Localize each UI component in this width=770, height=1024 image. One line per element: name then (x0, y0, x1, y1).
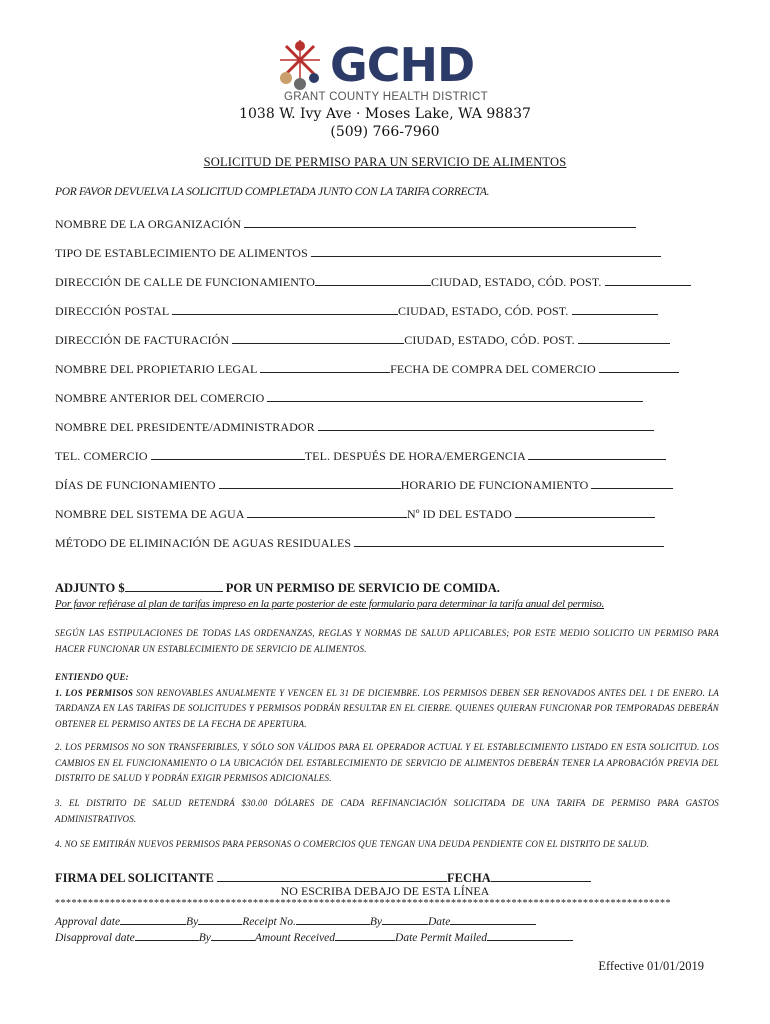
field-row-operating (55, 477, 673, 493)
approval-date-label: Approval date (55, 916, 121, 928)
receipt-no-label: Receipt No. (242, 916, 296, 928)
receipt-by-input[interactable] (382, 913, 428, 925)
purchase-date-label: FECHA DE COMPRA DEL COMERCIO (390, 362, 596, 376)
approval-by-label: By (186, 916, 199, 928)
field-row-phones (55, 448, 666, 464)
business-phone-input[interactable] (151, 448, 305, 460)
org-name-input[interactable] (244, 216, 636, 228)
president-name-label: NOMBRE DEL PRESIDENTE/ADMINISTRADOR (55, 420, 315, 434)
form-intro: POR FAVOR DEVUELVA LA SOLICITUD COMPLETADA JUNTO CON LA TARIFA CORRECTA. (55, 186, 490, 198)
applicant-statement: SEGÚN LAS ESTIPULACIONES DE TODAS LAS ORDENANZAS, REGLAS Y NORMAS DE SALUD APLICABLES; POR ESTE MEDIO SOLICITO UN PERMISO PARA HACER FUNCIONAR UN ESTABLECIMIENTO DE SERVICIO DE ALIMENTOS. (55, 628, 719, 654)
field-row-water (55, 506, 655, 522)
water-system-input[interactable] (247, 506, 407, 518)
legal-owner-input[interactable] (260, 361, 390, 373)
office-date-label: Date (427, 916, 451, 928)
receipt-no-input[interactable] (296, 913, 370, 925)
state-id-input[interactable] (515, 506, 655, 518)
signature-label: FIRMA DEL SOLICITANTE (55, 871, 214, 885)
field-row-president (55, 419, 654, 435)
office-row-disapproval (55, 929, 573, 944)
street-address-input[interactable] (315, 274, 431, 286)
billing-address-label: DIRECCIÓN DE FACTURACIÓN (55, 333, 230, 347)
understand-section (55, 670, 719, 732)
item-3: 3. EL DISTRITO DE SALUD RETENDRÁ $30.00 DÓLARES DE CADA REFINANCIACIÓN SOLICITADA DE UNA TARIFA DE PERMISO PARA GASTOS ADMINISTRATIVOS. (55, 798, 719, 824)
do-not-write-notice: NO ESCRIBA DEBAJO DE ESTA LÍNEA (280, 884, 490, 898)
approval-by-input[interactable] (198, 913, 242, 925)
operating-hours-input[interactable] (591, 477, 673, 489)
establishment-type-input[interactable] (311, 245, 661, 257)
city-state-zip-1-input[interactable] (605, 274, 691, 286)
disapproval-by-label: By (198, 932, 211, 944)
approval-date-input[interactable] (120, 913, 186, 925)
fee-enclosed-row (55, 580, 500, 596)
legal-owner-label: NOMBRE DEL PROPIETARIO LEGAL (55, 362, 257, 376)
field-row-street-address (55, 274, 691, 290)
effective-date: Effective 01/01/2019 (598, 959, 704, 973)
signature-date-input[interactable] (491, 870, 591, 882)
field-row-establishment-type (55, 245, 661, 261)
receipt-by-label: By (369, 916, 382, 928)
item-1-number: 1. LOS (55, 687, 86, 698)
postal-address-label: DIRECCIÓN POSTAL (55, 304, 169, 318)
after-hours-phone-label: TEL. DESPUÉS DE HORA/EMERGENCIA (304, 449, 526, 463)
item-4: 4. NO SE EMITIRÁN NUEVOS PERMISOS PARA PERSONAS O COMERCIOS QUE TENGAN UNA DEUDA PENDIENTE CON EL DISTRITO DE SALUD. (55, 839, 650, 849)
disapproval-date-label: Disapproval date (55, 932, 135, 944)
field-row-billing-address (55, 332, 670, 348)
city-state-zip-1-label: CIUDAD, ESTADO, CÓD. POST. (431, 275, 602, 289)
understand-heading: ENTIENDO QUE: (55, 672, 129, 682)
postal-address-input[interactable] (172, 303, 398, 315)
establishment-type-label: TIPO DE ESTABLECIMIENTO DE ALIMENTOS (55, 246, 308, 260)
health-district-logo-icon (276, 36, 326, 92)
city-state-zip-3-input[interactable] (578, 332, 670, 344)
field-row-wastewater (55, 535, 664, 551)
field-row-org-name (55, 216, 636, 232)
gchd-logo (276, 36, 496, 106)
disapproval-date-input[interactable] (135, 929, 199, 941)
amount-received-input[interactable] (335, 929, 395, 941)
office-row-approval (55, 913, 536, 928)
after-hours-phone-input[interactable] (528, 448, 666, 460)
president-name-input[interactable] (318, 419, 654, 431)
office-date-input[interactable] (450, 913, 536, 925)
previous-name-label: NOMBRE ANTERIOR DEL COMERCIO (55, 391, 265, 405)
item-1-bold: PERMISOS (85, 687, 134, 698)
operating-hours-label: HORARIO DE FUNCIONAMIENTO (400, 478, 589, 492)
signature-date-label: FECHA (446, 871, 491, 885)
water-system-label: NOMBRE DEL SISTEMA DE AGUA (55, 507, 244, 521)
operating-days-input[interactable] (219, 477, 401, 489)
wastewater-label: MÉTODO DE ELIMINACIÓN DE AGUAS RESIDUALES (55, 536, 352, 550)
item-1-text: SON RENOVABLES ANUALMENTE Y VENCEN EL 31 DE DICIEMBRE. LOS PERMISOS DEBEN SER RENOVADOS ANTES DEL 1 DE ENERO. LA TARDANZA EN LAS TARIFAS DE SOLICITUDES Y PERMISOS PODRÁN RESULTAR EN EL CIERRE. QUIENES QUIERAN FUNCIONAR POR TEMPORADAS DEBERÁN OBTENER EL PERMISO ANTES DE LA FECHA DE APERTURA. (55, 687, 720, 729)
billing-address-input[interactable] (232, 332, 404, 344)
purchase-date-input[interactable] (599, 361, 679, 373)
item-2: 2. LOS PERMISOS NO SON TRANSFERIBLES, Y SÓLO SON VÁLIDOS PARA EL OPERADOR ACTUAL Y EL ESTABLECIMIENTO LISTADO EN ESTA SOLICITUD. LOS CAMBIOS EN EL FUNCIONAMIENTO O LA UBICACIÓN DEL ESTABLECIMIENTO DE SERVICIO DE ALIMENTOS DEBERÁN TENER LA APROBACIÓN PREVIA DEL DISTRITO DE SALUD Y PODRÁN EXIGIR PERMISOS ADICIONALES. (55, 742, 719, 783)
wastewater-input[interactable] (354, 535, 664, 547)
divider-stars: **************************************************************************************************************** (55, 898, 671, 909)
fee-enclosed-prefix: ADJUNTO $ (55, 581, 125, 595)
signature-input[interactable] (217, 870, 447, 882)
district-phone: (509) 766-7960 (330, 124, 440, 140)
field-row-legal-owner (55, 361, 679, 377)
district-address: 1038 W. Ivy Ave · Moses Lake, WA 98837 (239, 106, 531, 122)
fee-note: Por favor refiérase al plan de tarifas impreso en la parte posterior de este formulario para determinar la tarifa anual del permiso. (55, 598, 605, 610)
logo-subtitle: GRANT COUNTY HEALTH DISTRICT (284, 91, 488, 103)
previous-name-input[interactable] (267, 390, 643, 402)
city-state-zip-2-input[interactable] (572, 303, 658, 315)
city-state-zip-3-label: CIUDAD, ESTADO, CÓD. POST. (404, 333, 575, 347)
date-permit-mailed-label: Date Permit Mailed (395, 932, 488, 944)
date-permit-mailed-input[interactable] (487, 929, 573, 941)
item-1 (55, 688, 719, 729)
business-phone-label: TEL. COMERCIO (55, 449, 148, 463)
disapproval-by-input[interactable] (211, 929, 255, 941)
operating-days-label: DÍAS DE FUNCIONAMIENTO (55, 478, 216, 492)
amount-received-label: Amount Received (254, 932, 336, 944)
fee-amount-input[interactable] (125, 580, 223, 592)
org-name-label: NOMBRE DE LA ORGANIZACIÓN (55, 217, 242, 231)
field-row-previous-name (55, 390, 643, 406)
form-title: SOLICITUD DE PERMISO PARA UN SERVICIO DE ALIMENTOS (203, 155, 567, 169)
logo-wordmark: GCHD (330, 38, 475, 92)
street-address-label: DIRECCIÓN DE CALLE DE FUNCIONAMIENTO (55, 275, 316, 289)
field-row-postal-address (55, 303, 658, 319)
city-state-zip-2-label: CIUDAD, ESTADO, CÓD. POST. (397, 304, 569, 318)
state-id-label: Nº ID DEL ESTADO (406, 507, 512, 521)
fee-enclosed-suffix: POR UN PERMISO DE SERVICIO DE COMIDA. (225, 581, 500, 595)
